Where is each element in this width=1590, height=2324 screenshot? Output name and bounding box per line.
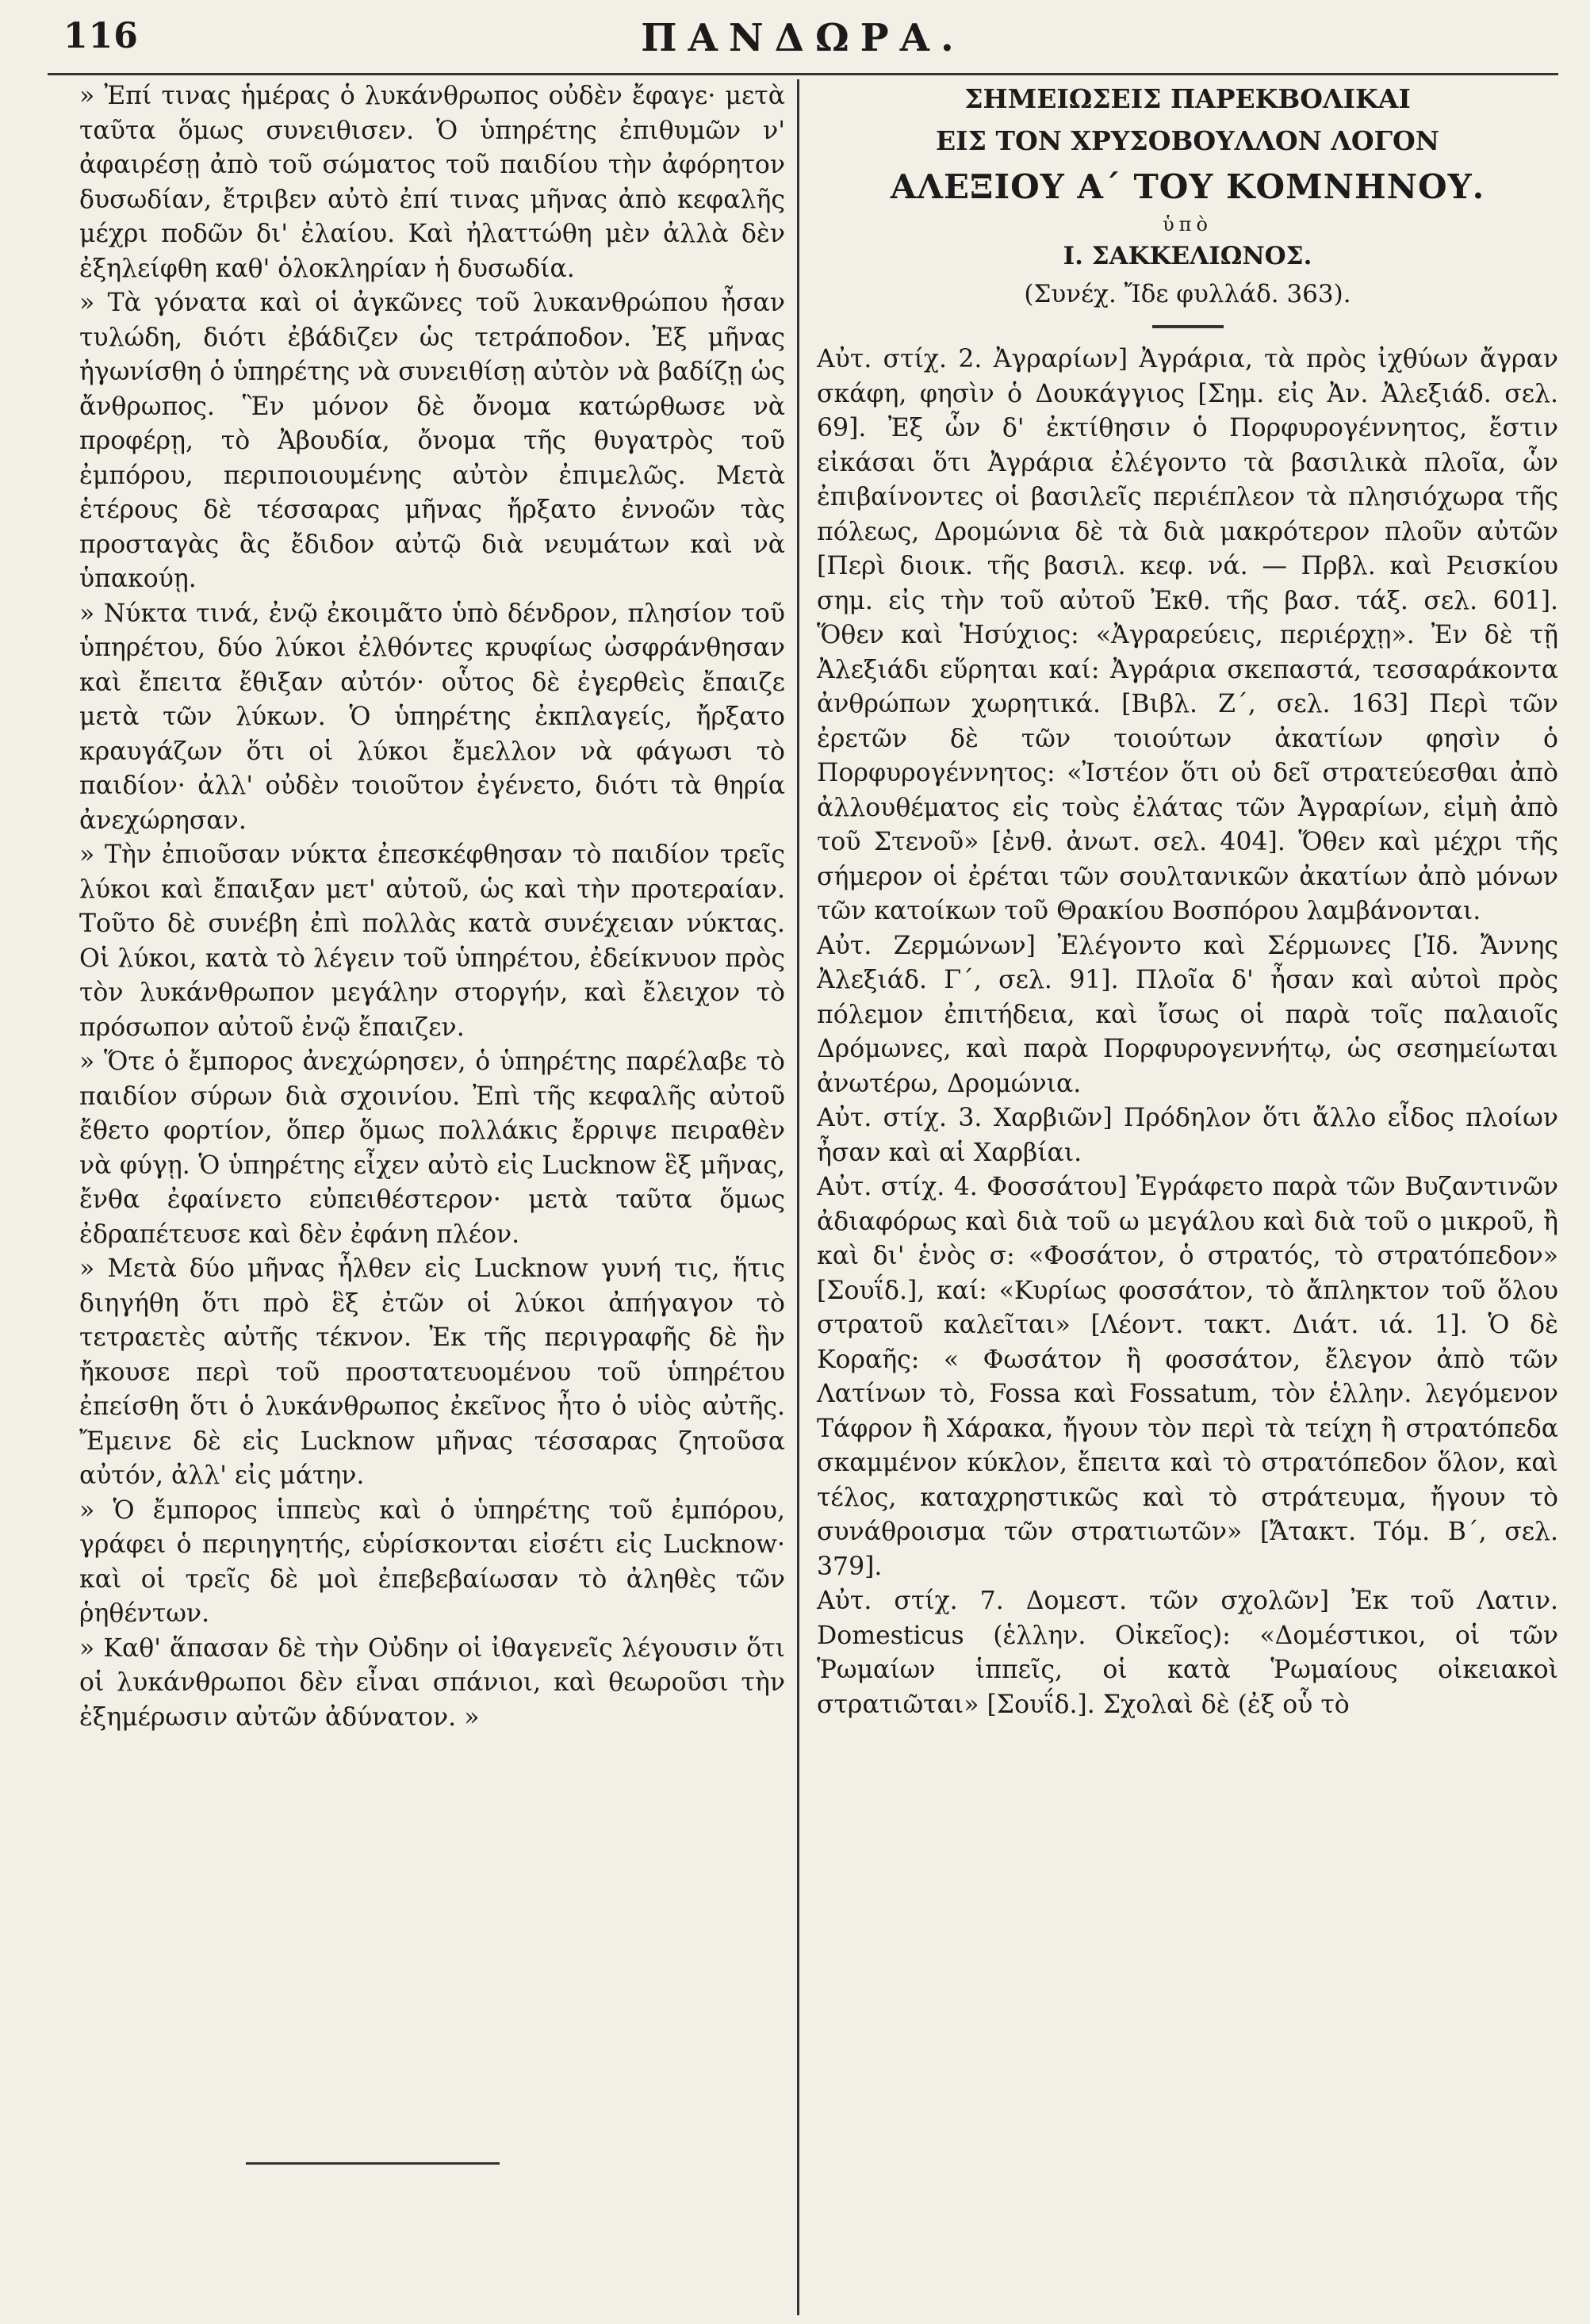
right-paragraph: Αὐτ. στίχ. 3. Χαρβιῶν] Πρόδηλον ὅτι ἄλλο εἶδος πλοίων ἦσαν καὶ αἱ Χαρβίαι. (817, 1104, 1558, 1167)
right-paragraph: Αὐτ. στίχ. 2. Ἀγραρίων] Ἀγράρια, τὰ πρὸς ἰχθύων ἄγραν σκάφη, φησὶν ὁ Δουκάγγιος [Σημ. εἰς Ἀν. Ἀλεξιάδ. σελ. 69]. Ἐξ ὧν δ' ἐκτίθησιν ὁ Πορφυρογέννητος, ἔστιν εἰκάσαι ὅτι Ἀγράρια ἐλέγοντο τὰ βασιλικὰ πλοῖα, ὧν ἐπιβαίνοντες οἱ βασιλεῖς περιέπλεον τὰ πλησιόχωρα τῆς πόλεως, Δρομώνια δὲ τὰ διὰ μακρότερον πλοῦν αὐτῶν [Περὶ διοικ. τῆς βασιλ. κεφ. νά. — Πρβλ. καὶ Ρεισκίου σημ. εἰς τὴν τοῦ αὐτοῦ Ἐκθ. τῆς βασ. τάξ. σελ. 601]. Ὅθεν καὶ Ἡσύχιος: «Ἀγραρεύεις, περιέρχῃ». Ἐν δὲ τῇ Ἀλεξιάδι εὕρηται καί: Ἀγράρια σκεπαστά, τεσσαράκοντα ἀνθρώπων χωρητικά. [Βιβλ. Ζ΄, σελ. 163] Περὶ τῶν ἐρετῶν δὲ τῶν τοιούτων ἀκατίων φησὶν ὁ Πορφυρογέννητος: «Ἰστέον ὅτι οὐ δεῖ στρατεύεσθαι ἀπὸ ἀλλουθέματος εἰς τοὺς ἐλάτας τῶν Ἀγραρίων, εἰμὴ ἀπὸ τοῦ Στενοῦ» [ἐνθ. ἀνωτ. σελ. 404]. Ὅθεν καὶ μέχρι τῆς σήμερον οἱ ἐρέται τῶν σουλτανικῶν ἀκατίων ἀπὸ μόνων τῶν κατοίκων τοῦ Θρακίου Βοσπόρου λαμβάνονται. (817, 345, 1558, 925)
heading-line-1: ΣΗΜΕΙΩΣΕΙΣ ΠΑΡΕΚΒΟΛΙΚΑΙ (964, 83, 1411, 114)
left-column (79, 79, 785, 2141)
left-paragraph: » Ὅτε ὁ ἔμπορος ἀνεχώρησεν, ὁ ὑπηρέτης παρέλαβε τὸ παιδίον σύρων διὰ σχοινίου. Ἐπὶ τῆς κεφαλῆς αὐτοῦ ἔθετο φορτίον, ὅπερ ὅμως πολλάκις ἔρριψε πειραθὲν νὰ φύγῃ. Ὁ ὑπηρέτης εἶχεν αὐτὸ εἰς Lucknow ἓξ μῆνας, ἔνθα ἐφαίνετο εὐπειθέστερον· μετὰ ταῦτα ὅμως ἐδραπέτευσε καὶ δὲν ἐφάνη πλέον. (79, 1047, 785, 1249)
left-paragraph: » Καθ' ἅπασαν δὲ τὴν Οὐδην οἱ ἰθαγενεῖς λέγουσιν ὅτι οἱ λυκάνθρωποι δὲν εἶναι σπάνιοι, καὶ θεωροῦσι τὴν ἐξημέρωσιν αὐτῶν ἀδύνατον. » (79, 1633, 785, 1732)
heading-rule (1152, 325, 1224, 328)
column-divider (797, 79, 799, 2315)
article-end-rule (246, 2162, 500, 2165)
page-number: 116 (63, 16, 139, 56)
left-paragraph: » Τὰ γόνατα καὶ οἱ ἀγκῶνες τοῦ λυκανθρώπου ἦσαν τυλώδη, διότι ἐβάδιζεν ὡς τετράποδον. Ἐξ μῆνας ἠγωνίσθη ὁ ὑπηρέτης νὰ συνειθίσῃ αὐτὸν νὰ βαδίζῃ ὡς ἄνθρωπος. Ἓν μόνον δὲ ὄνομα κατώρθωσε νὰ προφέρῃ, τὸ Ἀβουδία, ὄνομα τῆς θυγατρὸς τοῦ ἐμπόρου, περιποιουμένης αὐτὸν ἐπιμελῶς. Μετὰ ἑτέρους δὲ τέσσαρας μῆνας ἤρξατο ἐννοῶν τὰς προσταγὰς ἃς ἔδιδον αὐτῷ διὰ νευμάτων καὶ νὰ ὑπακούῃ. (79, 289, 785, 593)
right-column (817, 79, 1558, 2307)
page-header (48, 16, 1558, 63)
author-name: Ι. ΣΑΚΚΕΛΙΩΝΟΣ. (1063, 242, 1312, 270)
left-paragraph: » Μετὰ δύο μῆνας ἦλθεν εἰς Lucknow γυνή τις, ἥτις διηγήθη ὅτι πρὸ ἓξ ἐτῶν οἱ λύκοι ἀπήγαγον τὸ τετραετὲς αὐτῆς τέκνον. Ἐκ τῆς περιγραφῆς δὲ ἣν ἤκουσε περὶ τοῦ προστατευομένου τοῦ ὑπηρέτου ἐπείσθη ὅτι ὁ λυκάνθρωπος ἐκεῖνος ἦτο ὁ υἱὸς αὐτῆς. Ἔμεινε δὲ εἰς Lucknow μῆνας τέσσαρας ζητοῦσα αὐτόν, ἀλλ' εἰς μάτην. (79, 1254, 785, 1490)
journal-title: ΠΑΝΔΩΡΑ. (641, 16, 965, 60)
right-paragraph: Αὐτ. Ζερμώνων] Ἐλέγοντο καὶ Σέρμωνες [Ἰδ. Ἄννης Ἀλεξιάδ. Γ΄, σελ. 91]. Πλοῖα δ' ἦσαν καὶ αὐτοὶ πρὸς πόλεμον ἐπιτήδεια, καὶ ἴσως οἱ παρὰ τοῖς παλαιοῖς Δρόμωνες, καὶ παρὰ Πορφυρογεννήτῳ, ὡς σεσημείωται ἀνωτέρω, Δρομώνια. (817, 931, 1558, 1098)
header-rule (48, 73, 1558, 75)
heading-by: ὑπὸ (1163, 213, 1213, 235)
left-paragraph: » Ὁ ἔμπορος ἱππεὺς καὶ ὁ ὑπηρέτης τοῦ ἐμπόρου, γράφει ὁ περιηγητής, εὑρίσκονται εἰσέτι εἰς Lucknow· καὶ οἱ τρεῖς δὲ μοὶ ἐπεβεβαίωσαν τὸ ἀληθὲς τῶν ῥηθέντων. (79, 1495, 785, 1628)
article-heading (817, 79, 1558, 328)
left-paragraph: » Νύκτα τινά, ἐνῷ ἐκοιμᾶτο ὑπὸ δένδρον, πλησίον τοῦ ὑπηρέτου, δύο λύκοι ἐλθόντες κρυφίως ὠσφράνθησαν καὶ ἔπειτα ἔθιξαν αὐτόν· οὗτος δὲ ἐγερθεὶς ἔπαιζε μετὰ τῶν λύκων. Ὁ ὑπηρέτης ἐκπλαγείς, ἤρξατο κραυγάζων ὅτι οἱ λύκοι ἔμελλον νὰ φάγωσι τὸ παιδίον· ἀλλ' οὐδὲν τοιοῦτον ἐγένετο, διότι τὰ θηρία ἀνεχώρησαν. (79, 599, 785, 835)
right-paragraph: Αὐτ. στίχ. 4. Φοσσάτου] Ἐγράφετο παρὰ τῶν Βυζαντινῶν ἀδιαφόρως καὶ διὰ τοῦ ω μεγάλου καὶ διὰ τοῦ ο μικροῦ, ἢ καὶ δι' ἑνὸς σ: «Φοσάτον, ὁ στρατός, τὸ στρατόπεδον» [Σουΐδ.], καί: «Κυρίως φοσσάτον, τὸ ἄπληκτον τοῦ ὅλου στρατοῦ καλεῖται» [Λέοντ. τακτ. Διάτ. ιά. 1]. Ὁ δὲ Κοραῆς: « Φωσάτον ἢ φοσσάτον, ἔλεγον ἀπὸ τῶν Λατίνων τὸ, Fossa καὶ Fossatum, τὸν ἑλλην. λεγόμενον Τάφρον ἢ Χάρακα, ἤγουν τὸν περὶ τὰ τείχη ἢ στρατόπεδα σκαμμένον κύκλον, ἔπειτα καὶ τὸ στρατόπεδον ὅλον, καὶ τέλος, καταχρηστικῶς καὶ τὸ στράτευμα, ἤγουν τὸ συνάθροισμα τῶν στρατιωτῶν» [Ἄτακτ. Τόμ. Β΄, σελ. 379]. (817, 1173, 1558, 1581)
heading-line-2: ΕΙΣ ΤΟΝ ΧΡΥΣΟΒΟΥΛΛΟΝ ΛΟΓΟΝ (936, 125, 1439, 156)
heading-line-3: ΑΛΕΞΙΟΥ Α΄ ΤΟΥ ΚΟΜΝΗΝΟΥ. (890, 167, 1485, 206)
left-paragraph: » Ἐπί τινας ἡμέρας ὁ λυκάνθρωπος οὐδὲν ἔφαγε· μετὰ ταῦτα ὅμως συνειθισεν. Ὁ ὑπηρέτης ἐπιθυμῶν ν' ἀφαιρέσῃ ἀπὸ τοῦ σώματος τοῦ παιδίου τὴν ἀφόρητον δυσωδίαν, ἔτριβεν αὐτὸ ἐπί τινας μῆνας ἀπὸ κεφαλῆς μέχρι ποδῶν δι' ἐλαίου. Καὶ ἠλαττώθη μὲν ἀλλὰ δὲν ἐξηλείφθη καθ' ὁλοκληρίαν ἡ δυσωδία. (79, 82, 785, 283)
left-paragraph: » Τὴν ἐπιοῦσαν νύκτα ἐπεσκέφθησαν τὸ παιδίον τρεῖς λύκοι καὶ ἔπαιξαν μετ' αὐτοῦ, ὡς καὶ τὴν προτεραίαν. Τοῦτο δὲ συνέβη ἐπὶ πολλὰς κατὰ συνέχειαν νύκτας. Οἱ λύκοι, κατὰ τὸ λέγειν τοῦ ὑπηρέτου, ἐδείκνυον πρὸς τὸν λυκάνθρωπον μεγάλην στοργήν, καὶ ἔλειχον τὸ πρόσωπον αὐτοῦ ἐνῷ ἔπαιζεν. (79, 840, 785, 1042)
continuation-note: (Συνέχ. Ἴδε φυλλάδ. 363). (1024, 280, 1351, 308)
right-paragraph: Αὐτ. στίχ. 7. Δομεστ. τῶν σχολῶν] Ἐκ τοῦ Λατιν. Domesticus (ἑλλην. Οἰκεῖος): «Δομέστικοι, οἱ τῶν Ῥωμαίων ἱππεῖς, οἱ κατὰ Ῥωμαίους οἰκειακοὶ στρατιῶται» [Σουΐδ.]. Σχολαὶ δὲ (ἐξ οὗ τὸ (817, 1587, 1558, 1719)
